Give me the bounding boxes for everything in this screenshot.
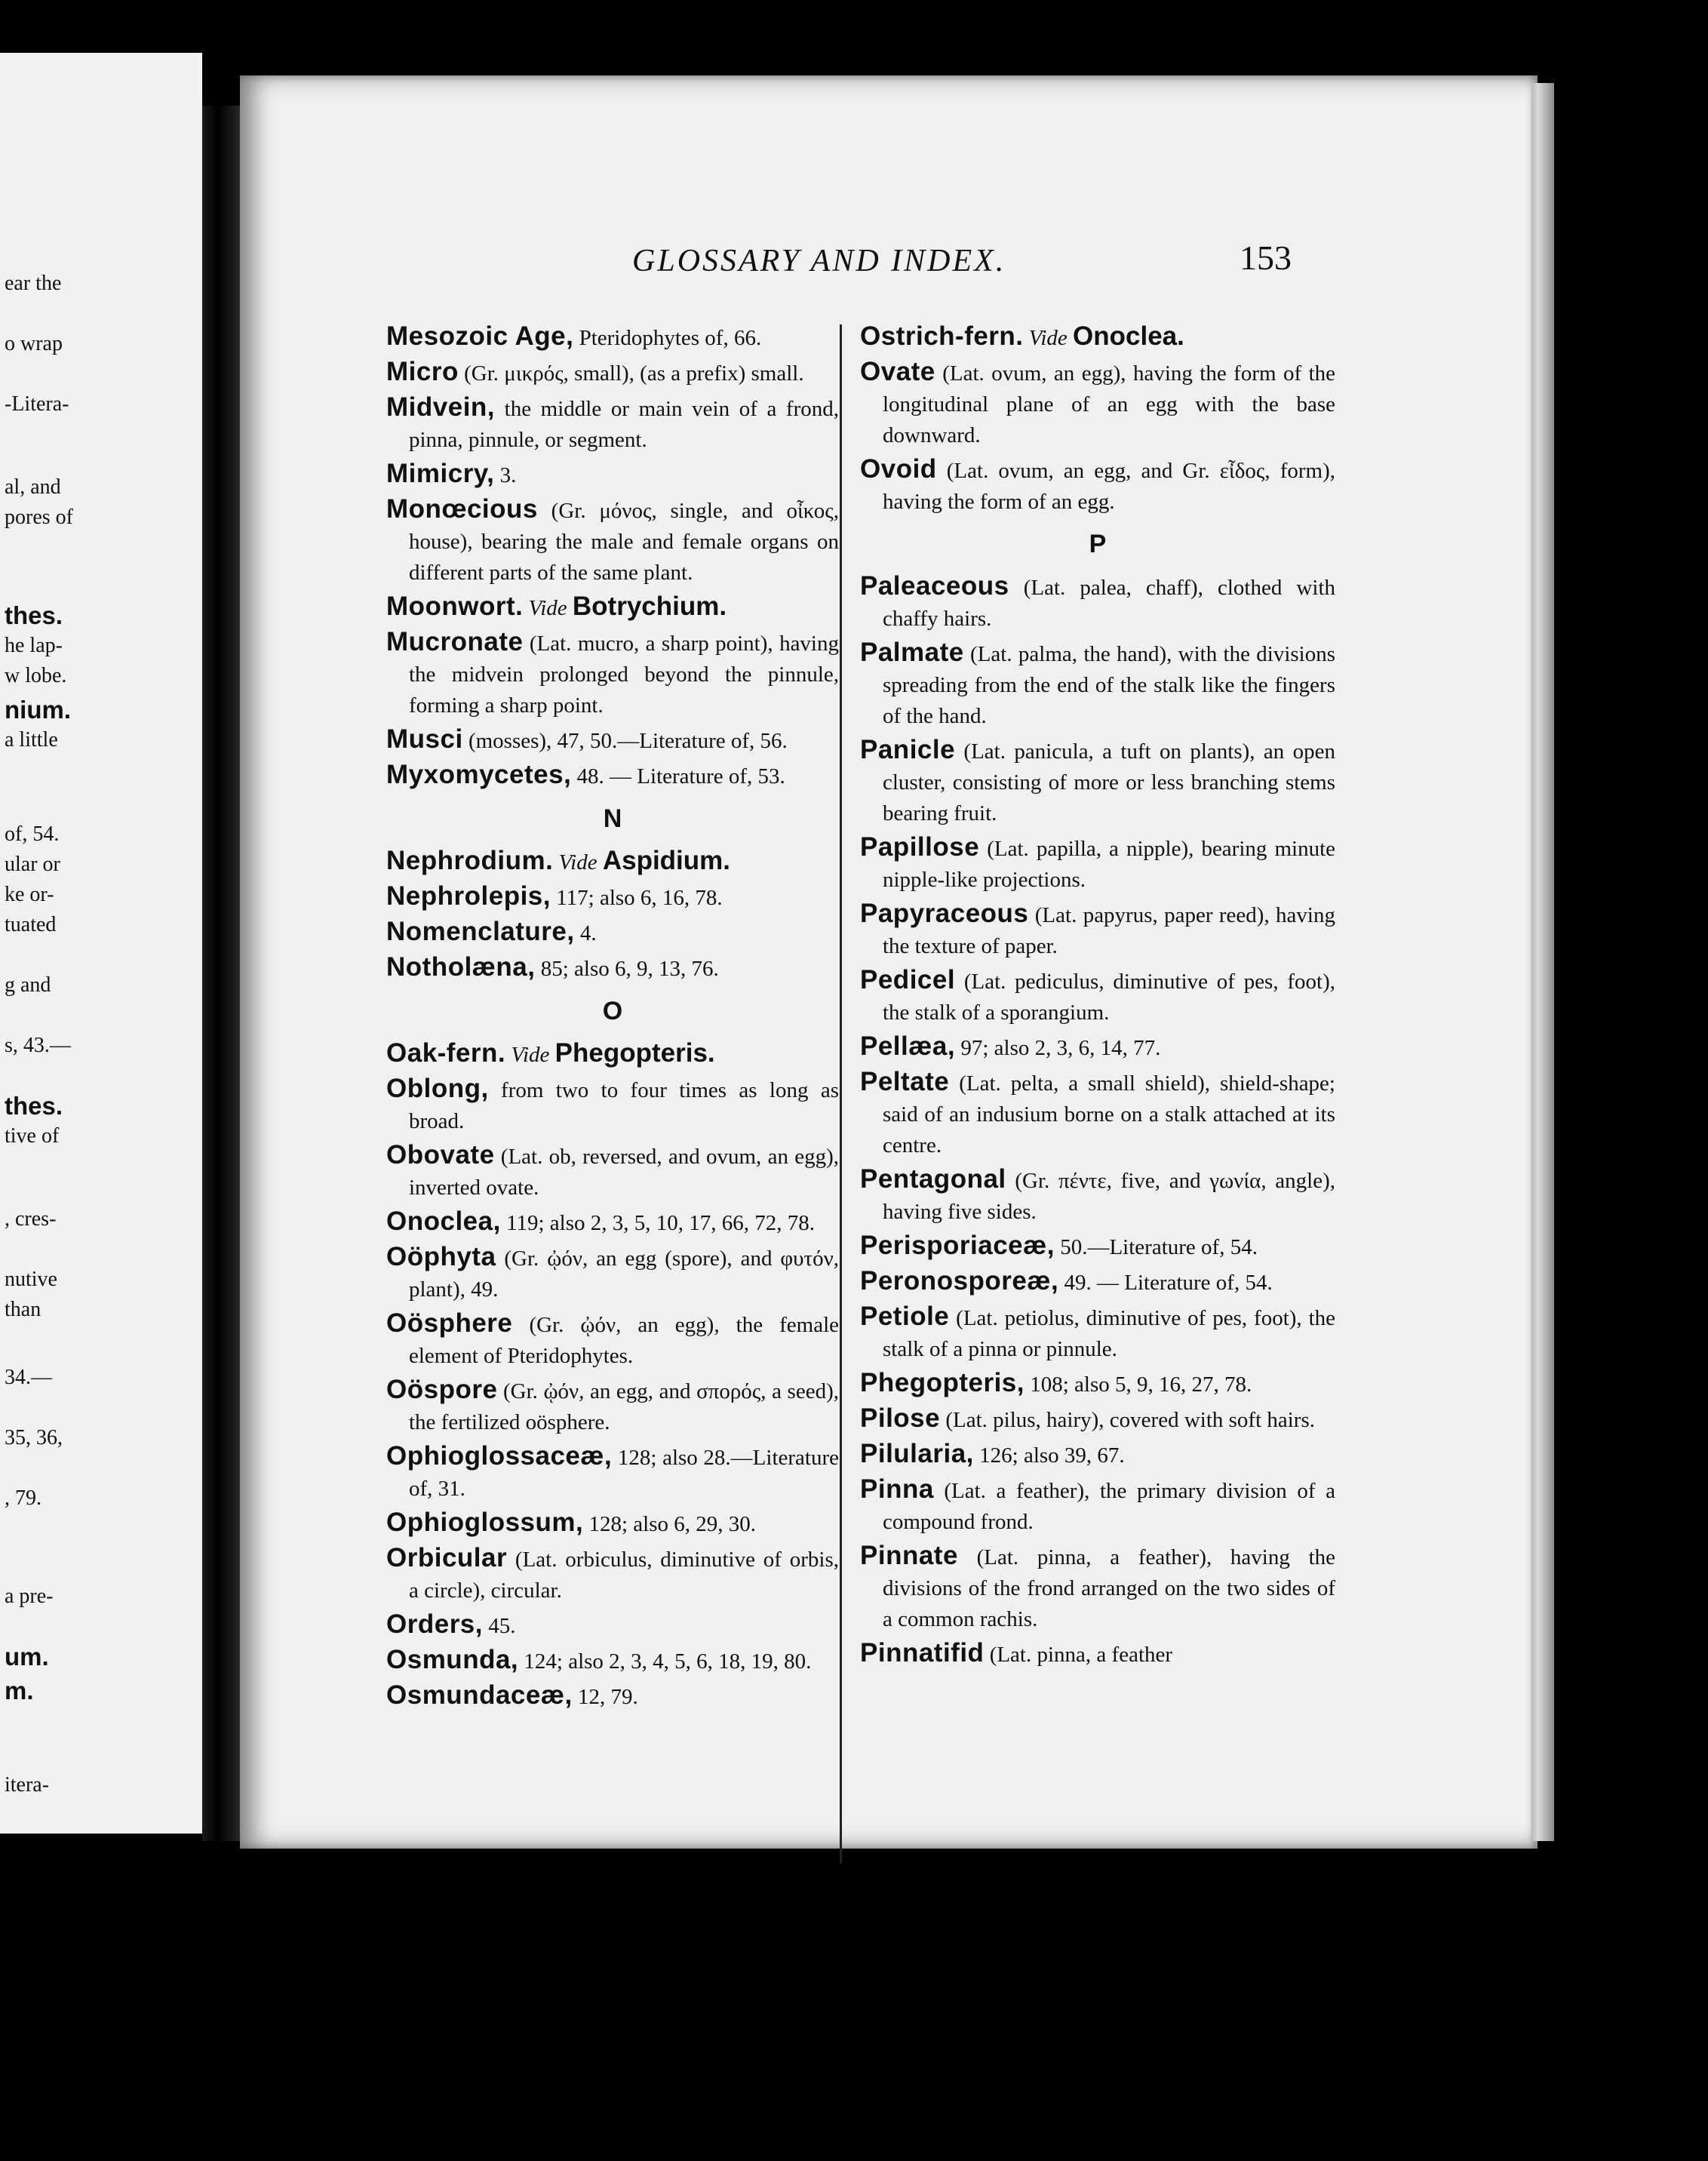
entry-headword: Ophioglossum, bbox=[386, 1508, 584, 1537]
left-page-text-fragment: , cres- bbox=[5, 1207, 57, 1231]
entry-headword: Petiole bbox=[860, 1302, 950, 1331]
glossary-entry bbox=[860, 964, 1335, 1028]
glossary-entry bbox=[860, 898, 1335, 962]
glossary-entry bbox=[386, 1609, 839, 1642]
left-page-fragment bbox=[0, 53, 202, 1834]
entry-headword: Ophioglossaceæ, bbox=[386, 1441, 613, 1471]
entry-definition: (Lat. pelta, a small shield), shield-shape; said of an indusium borne on a stalk attached at its centre. bbox=[883, 1071, 1335, 1157]
entry-definition: (Lat. palea, chaff), clothed with chaffy hairs. bbox=[883, 576, 1335, 631]
glossary-entry bbox=[860, 1438, 1335, 1471]
glossary-entry bbox=[386, 591, 839, 624]
entry-definition: (Lat. papilla, a nipple), bearing minute nipple-like projections. bbox=[883, 837, 1335, 892]
entry-headword: Pilularia, bbox=[860, 1439, 974, 1468]
glossary-entry bbox=[386, 1037, 839, 1071]
entry-cross-reference: Botrychium. bbox=[572, 592, 727, 621]
glossary-entry bbox=[860, 1637, 1335, 1671]
entry-cross-reference: Onoclea. bbox=[1073, 321, 1184, 351]
left-page-text-fragment: , 79. bbox=[5, 1486, 41, 1510]
entry-headword: Phegopteris, bbox=[860, 1368, 1024, 1397]
entry-headword: Paleaceous bbox=[860, 571, 1009, 601]
entry-headword: Palmate bbox=[860, 638, 964, 667]
entry-headword: Orders, bbox=[386, 1609, 483, 1639]
entry-headword: Mucronate bbox=[386, 627, 524, 656]
entry-headword: Ovoid bbox=[860, 454, 937, 484]
entry-definition: 128; also 28.—Literature of, 31. bbox=[409, 1446, 839, 1501]
entry-definition: (Gr. πέντε, five, and γωνία, angle), having five sides. bbox=[883, 1169, 1335, 1224]
entry-headword: Myxomycetes, bbox=[386, 760, 572, 789]
entry-headword: Oak-fern. bbox=[386, 1038, 506, 1068]
glossary-entry bbox=[386, 1241, 839, 1305]
entry-definition: (Lat. papyrus, paper reed), having the texture of paper. bbox=[883, 903, 1335, 958]
book-gutter bbox=[202, 106, 241, 1841]
left-page-text-fragment: thes. bbox=[5, 601, 63, 629]
entry-definition: 12, 79. bbox=[572, 1685, 638, 1709]
entry-definition: Pteridophytes of, 66. bbox=[573, 326, 762, 350]
entry-definition: 50.—Literature of, 54. bbox=[1054, 1235, 1258, 1259]
left-page-text-fragment: s, 43.— bbox=[5, 1034, 71, 1057]
entry-headword: Ovate bbox=[860, 357, 935, 386]
glossary-entry bbox=[860, 1403, 1335, 1436]
left-page-text-fragment: tive of bbox=[5, 1124, 60, 1148]
entry-definition: 97; also 2, 3, 6, 14, 77. bbox=[955, 1036, 1161, 1060]
entry-vide: Vide bbox=[505, 1043, 555, 1067]
entry-headword: Micro bbox=[386, 357, 459, 386]
entry-definition: (Gr. ᾠόν, an egg (spore), and φυτόν, plant), 49. bbox=[409, 1246, 839, 1302]
entry-definition: 49. — Literature of, 54. bbox=[1058, 1271, 1273, 1295]
entry-headword: Osmunda, bbox=[386, 1645, 519, 1674]
glossary-entry bbox=[386, 1139, 839, 1203]
glossary-entry bbox=[386, 1374, 839, 1438]
glossary-entry bbox=[860, 1230, 1335, 1263]
entry-definition: 45. bbox=[483, 1614, 516, 1638]
glossary-entry bbox=[386, 1206, 839, 1239]
entry-headword: Nomenclature, bbox=[386, 917, 575, 946]
left-page-text-fragment: g and bbox=[5, 973, 51, 997]
entry-headword: Onoclea, bbox=[386, 1207, 501, 1236]
entry-definition: 4. bbox=[574, 921, 597, 945]
entry-definition: 117; also 6, 16, 78. bbox=[550, 886, 723, 910]
entry-headword: Pedicel bbox=[860, 965, 956, 994]
left-page-text-fragment: ke or- bbox=[5, 883, 54, 906]
entry-definition: 48. — Literature of, 53. bbox=[571, 764, 785, 788]
entry-headword: Peltate bbox=[860, 1067, 950, 1096]
entry-headword: Nephrodium. bbox=[386, 846, 554, 875]
left-page-text-fragment: um. bbox=[5, 1643, 49, 1671]
glossary-entry bbox=[860, 1031, 1335, 1064]
glossary-entry bbox=[386, 321, 839, 354]
entry-headword: Perisporiaceæ, bbox=[860, 1231, 1055, 1260]
entry-headword: Oöphyta bbox=[386, 1242, 496, 1271]
left-page-text-fragment: itera- bbox=[5, 1773, 50, 1797]
entry-cross-reference: Aspidium. bbox=[602, 846, 731, 875]
left-page-text-fragment: thes. bbox=[5, 1092, 63, 1120]
entry-definition: (Gr. μόνος, single, and οἶκος, house), bearing the male and female organs on different parts of the same plant. bbox=[409, 499, 839, 585]
entry-definition: (Lat. petiolus, diminutive of pes, foot), the stalk of a pinna or pinnule. bbox=[883, 1306, 1335, 1361]
section-letter: N bbox=[603, 804, 622, 833]
left-page-text-fragment: ear the bbox=[5, 272, 62, 295]
glossary-entry bbox=[860, 453, 1335, 518]
entry-definition: (Lat. pinna, a feather), having the divisions of the frond arranged on the two sides of a common rachis. bbox=[883, 1545, 1335, 1631]
entry-headword: Pinnatifid bbox=[860, 1638, 985, 1668]
left-page-text-fragment: 35, 36, bbox=[5, 1426, 63, 1449]
glossary-entry bbox=[860, 321, 1335, 354]
entry-definition: 128; also 6, 29, 30. bbox=[583, 1512, 757, 1536]
left-page-text-fragment: pores of bbox=[5, 506, 73, 529]
entry-definition: 119; also 2, 3, 5, 10, 17, 66, 72, 78. bbox=[500, 1211, 816, 1235]
entry-definition: (Gr. ᾠόν, an egg), the female element of Pteridophytes. bbox=[409, 1313, 839, 1368]
entry-headword: Notholæna, bbox=[386, 952, 536, 982]
entry-cross-reference: Phegopteris. bbox=[554, 1038, 715, 1068]
entry-definition: 108; also 5, 9, 16, 27, 78. bbox=[1024, 1373, 1252, 1397]
glossary-entry bbox=[860, 356, 1335, 451]
left-page-text-fragment: he lap- bbox=[5, 634, 63, 657]
entry-headword: Midvein, bbox=[386, 392, 496, 422]
left-page-text-fragment: tuated bbox=[5, 913, 57, 936]
glossary-entry bbox=[860, 570, 1335, 635]
glossary-column-right bbox=[860, 321, 1335, 1673]
left-page-text-fragment: ular or bbox=[5, 853, 60, 876]
glossary-entry bbox=[386, 392, 839, 456]
glossary-entry bbox=[386, 759, 839, 792]
entry-headword: Panicle bbox=[860, 735, 956, 764]
entry-headword: Pentagonal bbox=[860, 1164, 1006, 1194]
entry-headword: Musci bbox=[386, 724, 463, 754]
glossary-entry bbox=[386, 1680, 839, 1713]
entry-vide: Vide bbox=[1023, 326, 1074, 350]
left-page-text-fragment: m. bbox=[5, 1677, 34, 1705]
glossary-entry bbox=[386, 724, 839, 757]
entry-headword: Ostrich-fern. bbox=[860, 321, 1024, 351]
section-letter: O bbox=[602, 997, 623, 1025]
entry-vide: Vide bbox=[553, 850, 603, 875]
entry-definition: (Lat. a feather), the primary division of a compound frond. bbox=[883, 1479, 1335, 1534]
entry-headword: Monœcious bbox=[386, 494, 538, 524]
left-page-text-fragment: nutive bbox=[5, 1268, 57, 1291]
glossary-entry bbox=[386, 1507, 839, 1540]
entry-definition: (Lat. palma, the hand), with the divisions spreading from the end of the stalk like the fingers of the hand. bbox=[883, 642, 1335, 728]
glossary-entry bbox=[386, 881, 839, 914]
entry-headword: Oblong, bbox=[386, 1074, 489, 1103]
entry-definition: 85; also 6, 9, 13, 76. bbox=[535, 957, 719, 981]
entry-headword: Mimicry, bbox=[386, 459, 495, 488]
entry-definition: (Lat. orbiculus, diminutive of orbis, a circle), circular. bbox=[409, 1548, 839, 1603]
entry-definition: (Lat. panicula, a tuft on plants), an open cluster, consisting of more or less branching stems bearing fruit. bbox=[883, 739, 1335, 825]
entry-headword: Pinnate bbox=[860, 1541, 958, 1570]
left-page-text-fragment: 34.— bbox=[5, 1366, 52, 1389]
entry-headword: Peronosporeæ, bbox=[860, 1266, 1059, 1296]
glossary-entry bbox=[386, 1308, 839, 1372]
glossary-entry bbox=[386, 493, 839, 589]
entry-headword: Mesozoic Age, bbox=[386, 321, 574, 351]
glossary-entry bbox=[386, 458, 839, 491]
column-divider bbox=[840, 324, 842, 1864]
entry-vide: Vide bbox=[523, 596, 573, 620]
glossary-entry bbox=[386, 356, 839, 389]
section-letter: P bbox=[1089, 530, 1107, 558]
entry-headword: Papyraceous bbox=[860, 899, 1029, 928]
left-page-text-fragment: -Litera- bbox=[5, 392, 69, 416]
entry-headword: Pilose bbox=[860, 1403, 941, 1433]
entry-definition: 3. bbox=[494, 463, 517, 487]
glossary-entry bbox=[860, 1301, 1335, 1365]
page-number: 153 bbox=[1240, 238, 1292, 277]
entry-definition: (Lat. pinna, a feather bbox=[984, 1643, 1173, 1667]
entry-definition: (Lat. ovum, an egg), having the form of the longitudinal plane of an egg with the base downward. bbox=[883, 361, 1335, 447]
glossary-entry bbox=[386, 1644, 839, 1677]
glossary-entry bbox=[860, 734, 1335, 829]
glossary-entry bbox=[860, 1474, 1335, 1538]
running-head: GLOSSARY AND INDEX. bbox=[632, 244, 1006, 278]
page-edge bbox=[1531, 83, 1554, 1841]
glossary-entry bbox=[860, 1066, 1335, 1161]
glossary-entry bbox=[386, 916, 839, 949]
entry-headword: Nephrolepis, bbox=[386, 881, 551, 911]
entry-headword: Osmundaceæ, bbox=[386, 1680, 573, 1710]
glossary-entry bbox=[386, 1073, 839, 1137]
entry-definition: (Gr. μικρός, small), (as a prefix) small. bbox=[458, 361, 804, 386]
entry-headword: Pellæa, bbox=[860, 1031, 956, 1061]
glossary-entry bbox=[386, 1440, 839, 1505]
entry-definition: 124; also 2, 3, 4, 5, 6, 18, 19, 80. bbox=[518, 1649, 812, 1674]
entry-headword: Orbicular bbox=[386, 1543, 508, 1572]
glossary-entry bbox=[860, 1540, 1335, 1635]
entry-definition: (Lat. pilus, hairy), covered with soft hairs. bbox=[940, 1408, 1316, 1432]
entry-headword: Moonwort. bbox=[386, 592, 524, 621]
entry-definition: (Lat. ob, reversed, and ovum, an egg), inverted ovate. bbox=[409, 1145, 839, 1200]
glossary-entry bbox=[860, 1265, 1335, 1299]
entry-headword: Papillose bbox=[860, 832, 980, 862]
left-page-text-fragment: of, 54. bbox=[5, 822, 60, 846]
left-page-text-fragment: a pre- bbox=[5, 1585, 54, 1608]
entry-definition: 126; also 39, 67. bbox=[973, 1443, 1125, 1468]
glossary-entry bbox=[860, 637, 1335, 732]
left-page-text-fragment: al, and bbox=[5, 475, 61, 499]
glossary-entry bbox=[386, 1542, 839, 1606]
entry-definition: (Lat. mucro, a sharp point), having the midvein prolonged beyond the pinnule, forming a sharp point. bbox=[409, 632, 839, 718]
glossary-entry bbox=[860, 1163, 1335, 1228]
glossary-entry bbox=[860, 832, 1335, 896]
left-page-text-fragment: o wrap bbox=[5, 332, 63, 355]
left-page-text-fragment: nium. bbox=[5, 696, 71, 724]
entry-definition: (Gr. ᾠόν, an egg, and σπορός, a seed), the fertilized oösphere. bbox=[409, 1379, 839, 1434]
left-page-text-fragment: than bbox=[5, 1298, 41, 1321]
glossary-entry bbox=[386, 951, 839, 985]
left-page-text-fragment: a little bbox=[5, 728, 58, 752]
glossary-column-left bbox=[386, 321, 839, 1715]
entry-definition: (Lat. ovum, an egg, and Gr. εἶδος, form), having the form of an egg. bbox=[883, 459, 1335, 514]
glossary-entry bbox=[386, 626, 839, 721]
glossary-entry bbox=[860, 1367, 1335, 1400]
entry-headword: Obovate bbox=[386, 1140, 495, 1170]
entry-headword: Pinna bbox=[860, 1474, 934, 1504]
entry-definition: (Lat. pediculus, diminutive of pes, foot), the stalk of a sporangium. bbox=[883, 970, 1335, 1025]
entry-headword: Oösphere bbox=[386, 1308, 513, 1338]
entry-definition: the middle or main vein of a frond, pinna, pinnule, or segment. bbox=[409, 397, 839, 452]
entry-definition: (mosses), 47, 50.—Literature of, 56. bbox=[462, 729, 788, 753]
glossary-entry bbox=[386, 845, 839, 878]
left-page-text-fragment: w lobe. bbox=[5, 664, 67, 687]
entry-headword: Oöspore bbox=[386, 1375, 498, 1404]
entry-definition: from two to four times as long as broad. bbox=[409, 1078, 839, 1133]
